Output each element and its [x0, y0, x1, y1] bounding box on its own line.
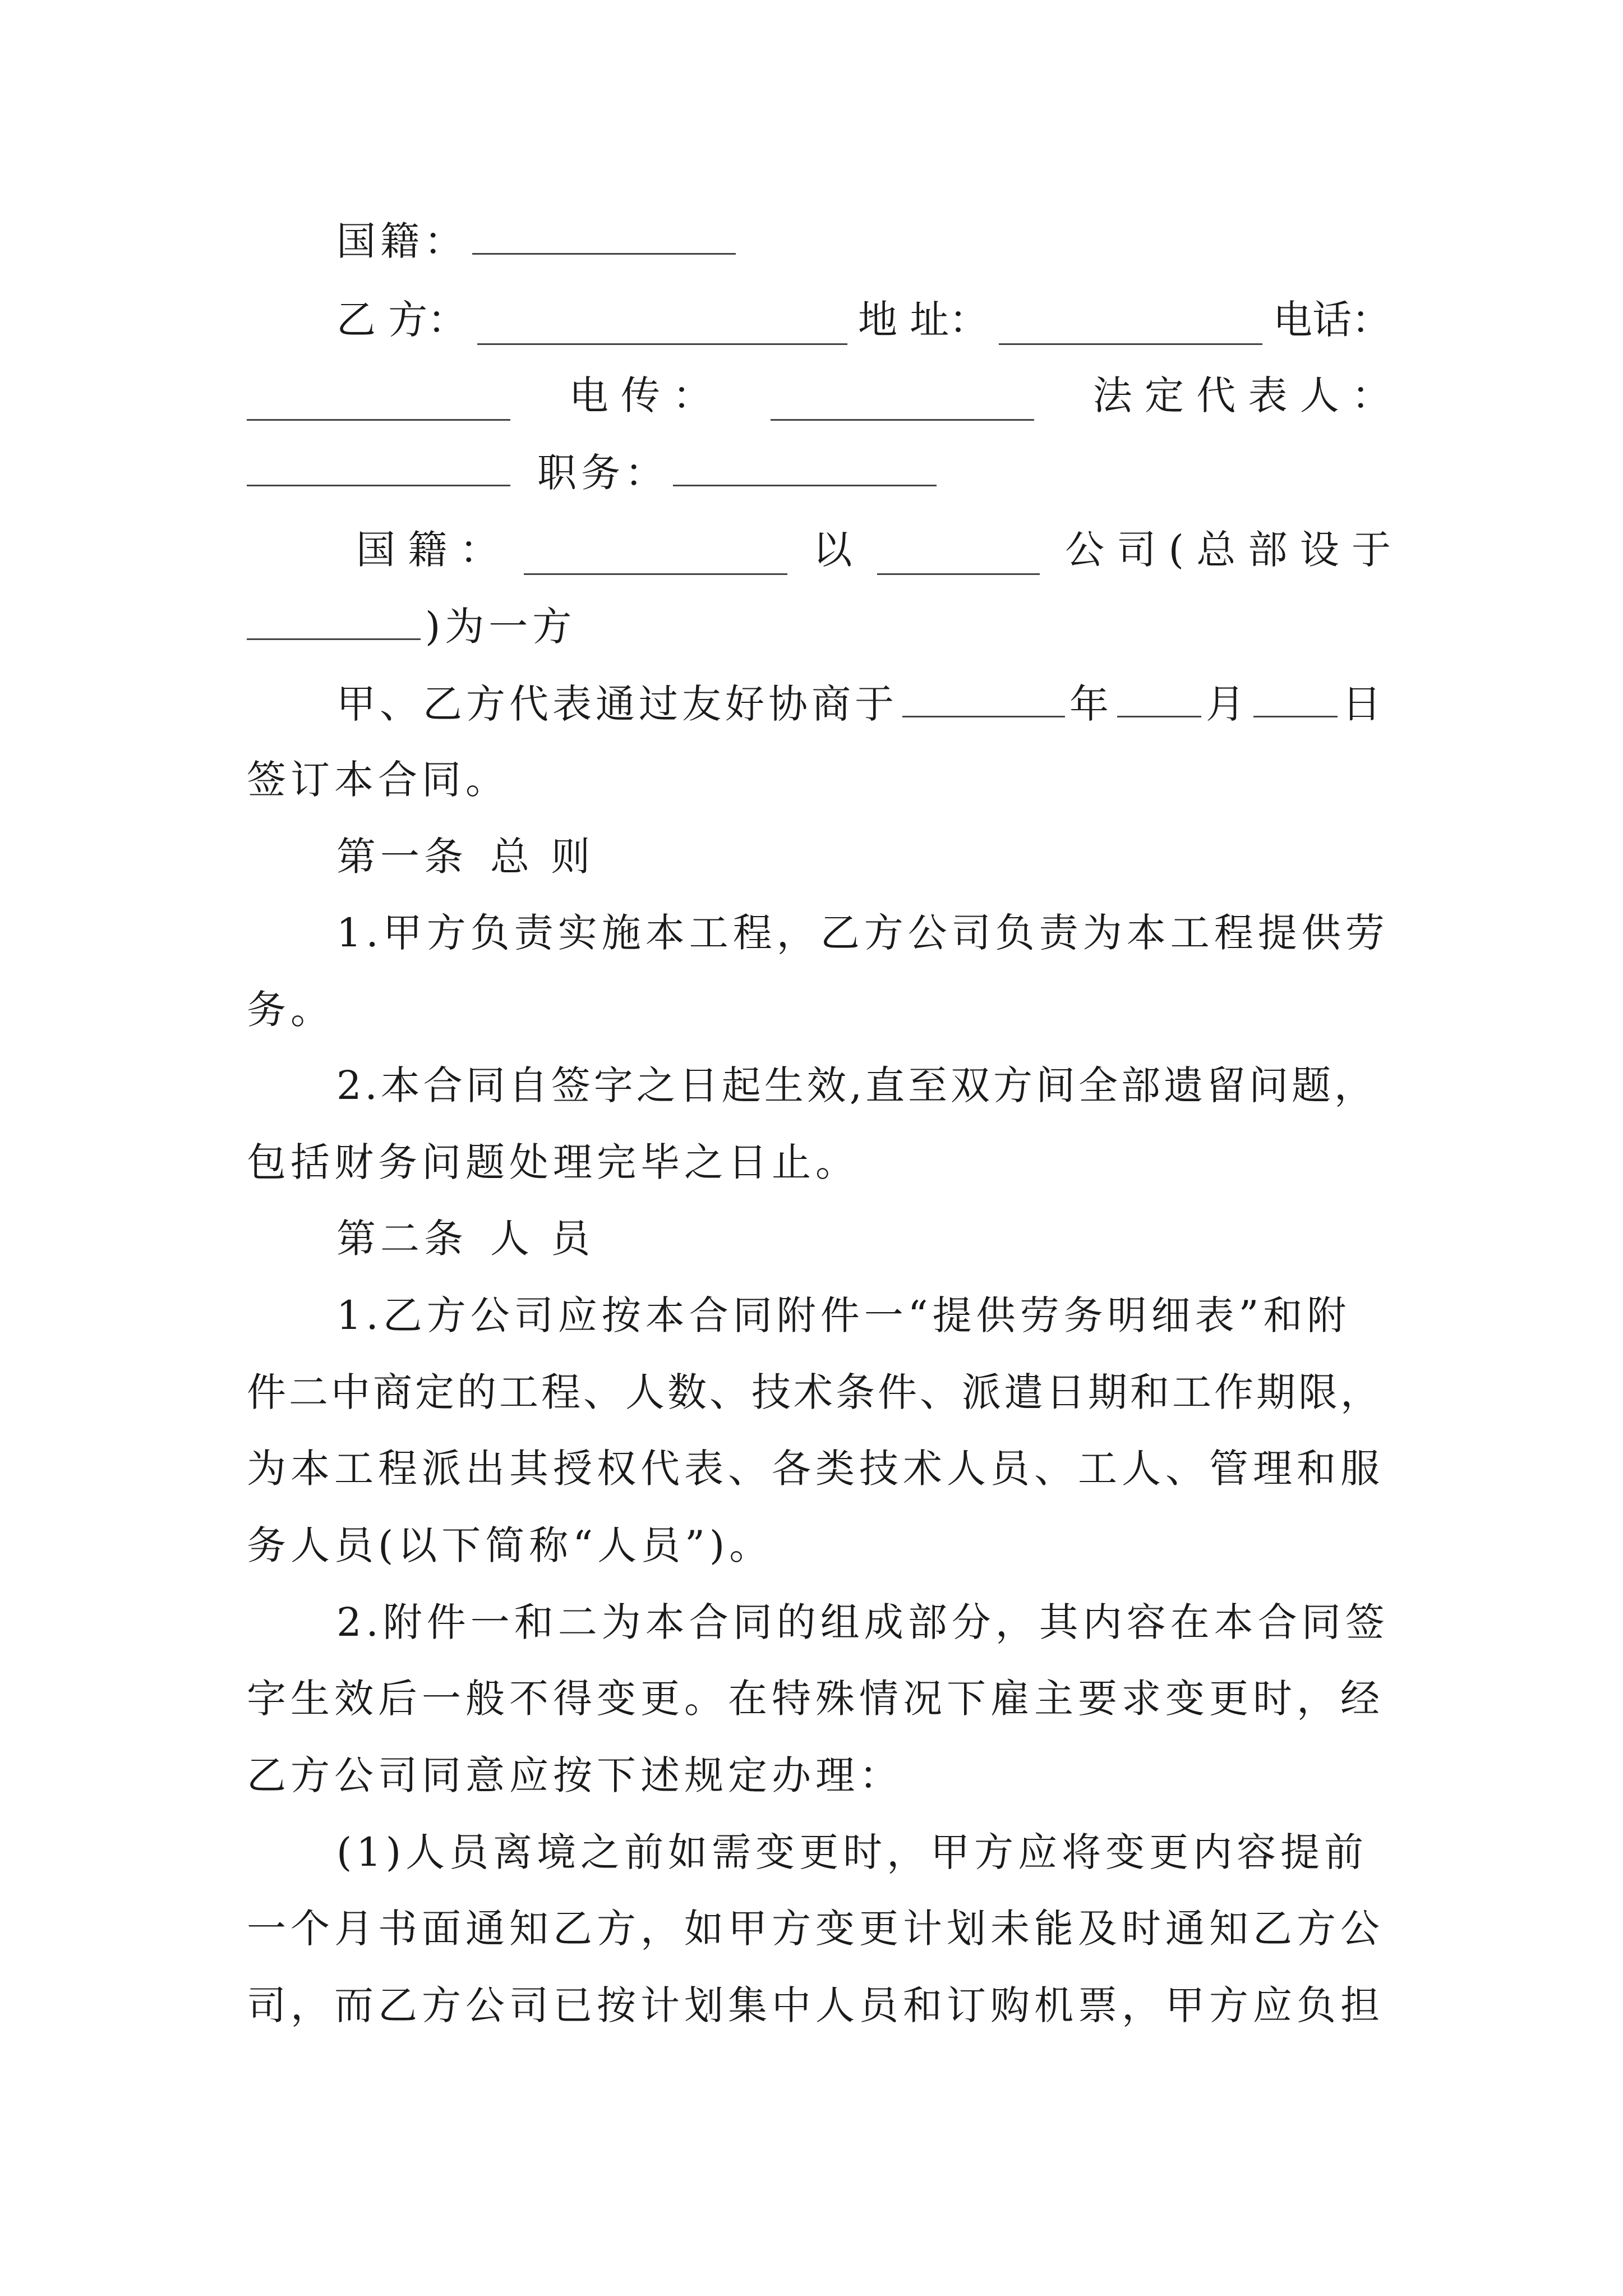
legal-rep-blank	[247, 450, 510, 486]
article-2-item-1-line-3: 为本工程派出其授权代表、各类技术人员、工人、管理和服	[247, 1446, 1384, 1492]
article-2-item-1-line-1: 1.乙方公司应按本合同附件一“提供劳务明细表”和附	[336, 1292, 1351, 1338]
nationality-label: 国籍：	[336, 218, 468, 264]
phone-blank	[247, 384, 510, 421]
article-1-item-2-line-1: 2.本合同自签字之日起生效,直至双方间全部遗留问题，	[336, 1062, 1377, 1108]
company-label: 公 司 ( 总 部 设 于	[1065, 527, 1391, 573]
company-name-blank	[877, 539, 1040, 575]
article-1-title: 总 则	[490, 834, 595, 880]
address-blank	[999, 309, 1262, 345]
article-2-heading	[336, 1213, 594, 1264]
fax-blank	[771, 384, 1034, 421]
article-2-item-1-line-2: 件二中商定的工程、人数、技术条件、派遣日期和工作期限，	[247, 1369, 1382, 1415]
article-2-item-2-line-3: 乙方公司同意应按下述规定办理：	[247, 1752, 903, 1798]
article-2-item-2-line-1: 2.附件一和二为本合同的组成部分，其内容在本合同签	[336, 1599, 1389, 1645]
article-2-sub-1-line-2: 一个月书面通知乙方，如甲方变更计划未能及时通知乙方公	[247, 1906, 1384, 1952]
article-2-title: 人 员	[490, 1216, 595, 1262]
month-label: 月	[1206, 681, 1249, 727]
article-2-sub-1-line-1: (1)人员离境之前如需变更时，甲方应将变更内容提前	[336, 1829, 1368, 1875]
year-blank	[902, 681, 1065, 717]
article-1-item-2-line-2: 包括财务问题处理完毕之日止。	[247, 1139, 859, 1185]
month-blank	[1117, 681, 1201, 717]
nationality-line	[336, 216, 740, 266]
day-label: 日	[1342, 681, 1385, 727]
position-blank	[673, 450, 937, 486]
company-line	[356, 524, 1391, 575]
nationality-label-2: 国 籍 ：	[356, 527, 499, 573]
article-1-item-1-line-1: 1.甲方负责实施本工程，乙方公司负责为本工程提供劳	[336, 910, 1389, 956]
phone-label: 电话：	[1272, 297, 1391, 343]
article-2-item-2-line-2: 字生效后一般不得变更。在特殊情况下雇主要求变更时，经	[247, 1676, 1384, 1722]
article-2-number: 第二条	[336, 1216, 468, 1262]
article-1-heading	[336, 831, 594, 882]
article-2-sub-1-line-3: 司，而乙方公司已按计划集中人员和订购机票，甲方应负担	[247, 1982, 1384, 2028]
address-label: 地 址：	[857, 297, 989, 343]
signing-continuation: 签订本合同。	[247, 757, 509, 803]
as-party-line	[247, 601, 576, 652]
as-party-label: )为一方	[425, 604, 577, 650]
day-blank	[1253, 681, 1338, 717]
signing-date-line	[336, 679, 1385, 729]
party-b-line	[336, 295, 1391, 345]
party-b-label: 乙 方：	[336, 297, 467, 343]
nationality-blank-2	[524, 539, 787, 575]
position-label: 职务：	[537, 450, 668, 496]
signing-prefix: 甲、乙方代表通过友好协商于	[336, 681, 898, 727]
legal-rep-label: 法 定 代 表 人 ：	[1092, 372, 1391, 418]
article-1-number: 第一条	[336, 834, 468, 880]
fax-legal-rep-line	[247, 370, 1391, 421]
position-line	[247, 448, 941, 498]
nationality-blank	[472, 218, 736, 255]
article-2-item-1-line-4: 务人员(以下简称“人员”)。	[247, 1522, 773, 1568]
article-1-item-1-line-2: 务。	[247, 987, 334, 1033]
fax-label: 电 传 ：	[569, 372, 712, 418]
year-label: 年	[1069, 681, 1113, 727]
party-b-blank	[477, 309, 847, 345]
by-label: 以	[813, 527, 852, 573]
headquarters-blank	[247, 604, 421, 640]
